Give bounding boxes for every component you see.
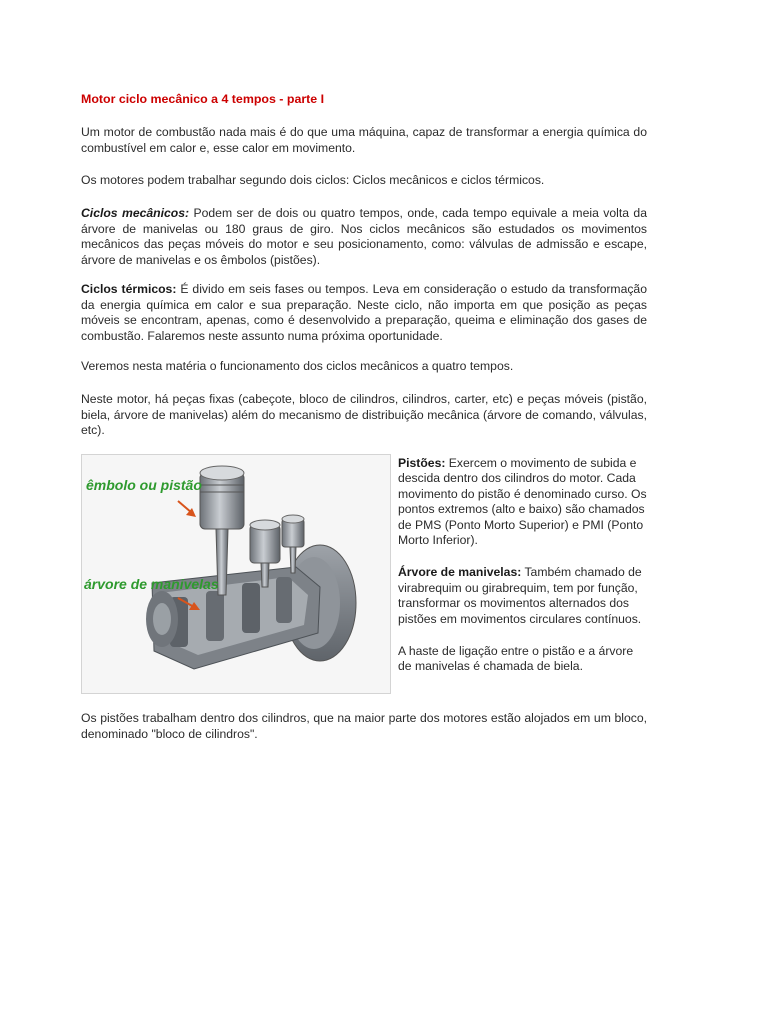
label-piston: êmbolo ou pistão	[86, 477, 202, 493]
note-connecting-rod: A haste de ligação entre o pistão e a árvore de manivelas é chamada de biela.	[398, 644, 634, 674]
note-crankshaft	[398, 565, 648, 627]
paragraph-intro: Um motor de combustão nada mais é do que uma máquina, capaz de transformar a energia química do combustível em calor e, esse calor em movimento.	[81, 125, 647, 155]
paragraph-mechanical-cycles	[81, 206, 647, 268]
engine-parts-illustration	[81, 454, 391, 694]
paragraph-four-stroke: Veremos nesta matéria o funcionamento dos ciclos mecânicos a quatro tempos.	[81, 359, 514, 373]
arrow-to-piston	[178, 501, 196, 517]
text-thermal-cycles: É divido em seis fases ou tempos. Leva em consideração o estudo da transformação da energia química em calor e sua preparação. Neste ciclo, não importa em que posição as peças móveis se encontram, apenas, como é desenvolvido a preparação, queima e eliminação dos gases de combustão. Falaremos neste assunto numa próxima oportunidade.	[81, 282, 647, 343]
side-notes	[398, 456, 648, 675]
paragraph-thermal-cycles	[81, 282, 647, 344]
term-mechanical-cycles: Ciclos mecânicos:	[81, 206, 190, 220]
term-pistons: Pistões:	[398, 456, 446, 470]
text-crankshaft: Também chamado de virabrequim ou girabrequim, tem por função, transformar os movimentos alternados dos pistões em movimentos circulares contínuos.	[398, 565, 642, 626]
paragraph-cycles: Os motores podem trabalhar segundo dois ciclos: Ciclos mecânicos e ciclos térmicos.	[81, 173, 545, 187]
term-thermal-cycles: Ciclos térmicos:	[81, 282, 177, 296]
term-crankshaft: Árvore de manivelas:	[398, 565, 522, 580]
paragraph-engine-parts: Neste motor, há peças fixas (cabeçote, bloco de cilindros, cilindros, carter, etc) e peças móveis (pistão, biela, árvore de manivelas) além do mecanismo de distribuição mecânica (árvore de comando, válvulas, etc).	[81, 392, 647, 438]
paragraph-cylinder-block: Os pistões trabalham dentro dos cilindros, que na maior parte dos motores estão alojados em um bloco, denominado "bloco de cilindros".	[81, 711, 647, 741]
label-crankshaft: árvore de manivelas	[84, 576, 219, 592]
note-pistons	[398, 456, 648, 548]
page-title: Motor ciclo mecânico a 4 tempos - parte I	[81, 92, 325, 106]
text-pistons: Exercem o movimento de subida e descida dentro dos cilindros do motor. Cada movimento do pistão é denominado curso. Os pontos extremos (alto e baixo) são chamados de PMS (Ponto Morto Superior) e PMI (Ponto Morto Inferior).	[398, 456, 647, 548]
text-mechanical-cycles: Podem ser de dois ou quatro tempos, onde, cada tempo equivale a meia volta da árvore de manivelas ou 180 graus de giro. Nos ciclos mecânicos são estudados os movimentos mecânicos das peças móveis do motor e seu posicionamento, como: válvulas de admissão e escape, árvore de manivelas e os êmbolos (pistões).	[81, 206, 647, 267]
